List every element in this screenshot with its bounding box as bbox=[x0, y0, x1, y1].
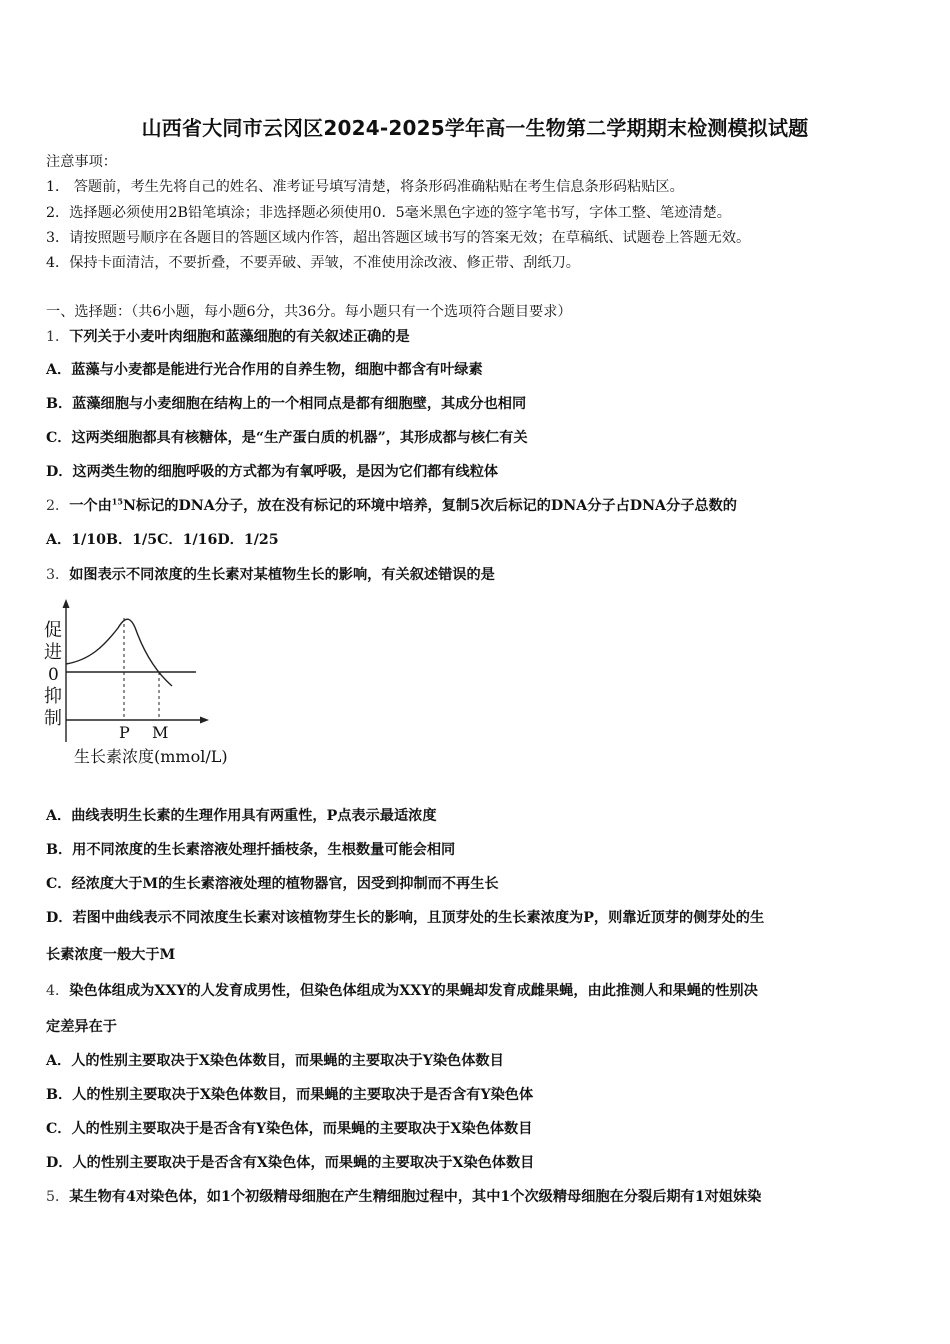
question-4-stem-cont: 定差异在于 bbox=[46, 1019, 117, 1035]
question-number: 4． bbox=[46, 983, 70, 999]
auxin-growth-graph bbox=[40, 596, 240, 772]
question-2-stem bbox=[46, 496, 737, 516]
label-inhibit-2: 制 bbox=[44, 708, 62, 729]
question-1-option-a: A．蓝藻与小麦都是能进行光合作用的自养生物，细胞中都含有叶绿素 bbox=[46, 362, 483, 378]
question-text: 某生物有4对染色体，如1个初级精母细胞在产生精细胞过程中，其中1个次级精母细胞在分裂后期有1对姐妹染 bbox=[69, 1189, 762, 1205]
question-number: 2． bbox=[46, 498, 70, 514]
superscript-15: 15 bbox=[111, 496, 123, 507]
section-heading: 一、选择题：（共6小题，每小题6分，共36分。每小题只有一个选项符合题目要求） bbox=[46, 304, 572, 320]
label-p: P bbox=[119, 723, 130, 742]
question-3-option-a: A．曲线表明生长素的生理作用具有两重性，P点表示最适浓度 bbox=[46, 808, 437, 824]
x-axis-arrow bbox=[200, 717, 209, 724]
question-2-options: A．1/10B．1/5C．1/16D．1/25 bbox=[46, 532, 279, 548]
notice-item-2: 2．选择题必须使用2B铅笔填涂；非选择题必须使用0．5毫米黑色字迹的签字笔书写，字体工整、笔迹清楚。 bbox=[46, 205, 731, 221]
question-3-option-d: D．若图中曲线表示不同浓度生长素对该植物芽生长的影响，且顶芽处的生长素浓度为P，则靠近顶芽的侧芽处的生 bbox=[46, 910, 765, 926]
notice-item-3: 3．请按照题号顺序在各题目的答题区域内作答，超出答题区域书写的答案无效；在草稿纸、试题卷上答题无效。 bbox=[46, 230, 751, 246]
label-zero: 0 bbox=[48, 665, 59, 685]
question-text: 染色体组成为XXY的人发育成男性，但染色体组成为XXY的果蝇却发育成雌果蝇，由此推测人和果蝇的性别决 bbox=[69, 983, 758, 999]
question-1-option-d: D．这两类生物的细胞呼吸的方式都为有氧呼吸，是因为它们都有线粒体 bbox=[46, 464, 499, 480]
question-3-option-c: C．经浓度大于M的生长素溶液处理的植物器官，因受到抑制而不再生长 bbox=[46, 876, 499, 892]
question-4-option-a: A．人的性别主要取决于X染色体数目，而果蝇的主要取决于Y染色体数目 bbox=[46, 1053, 504, 1069]
growth-curve bbox=[66, 619, 172, 686]
question-3-option-b: B．用不同浓度的生长素溶液处理扦插枝条，生根数量可能会相同 bbox=[46, 842, 456, 858]
question-4-stem bbox=[46, 981, 758, 1001]
x-axis-label: 生长素浓度(mmol/L) bbox=[74, 747, 228, 766]
question-4-option-b: B．人的性别主要取决于X染色体数目，而果蝇的主要取决于是否含有Y染色体 bbox=[46, 1087, 534, 1103]
question-text: 下列关于小麦叶肉细胞和蓝藻细胞的有关叙述正确的是 bbox=[69, 329, 410, 345]
question-number: 5． bbox=[46, 1189, 70, 1205]
question-4-option-c: C．人的性别主要取决于是否含有Y染色体，而果蝇的主要取决于X染色体数目 bbox=[46, 1121, 533, 1137]
question-text-post: N标记的DNA分子，放在没有标记的环境中培养，复制5次后标记的DNA分子占DNA分子总数的 bbox=[122, 498, 737, 514]
question-1-option-c: C．这两类细胞都具有核糖体，是“生产蛋白质的机器”，其形成都与核仁有关 bbox=[46, 430, 528, 446]
question-text-pre: 一个由 bbox=[69, 498, 112, 514]
label-promote-2: 进 bbox=[44, 642, 62, 663]
label-m: M bbox=[152, 723, 169, 742]
question-5-stem bbox=[46, 1187, 761, 1207]
label-promote-1: 促 bbox=[44, 620, 62, 641]
question-number: 1． bbox=[46, 329, 70, 345]
question-1-option-b: B．蓝藻细胞与小麦细胞在结构上的一个相同点是都有细胞壁，其成分也相同 bbox=[46, 396, 527, 412]
question-4-option-d: D．人的性别主要取决于是否含有X染色体，而果蝇的主要取决于X染色体数目 bbox=[46, 1155, 535, 1171]
question-text: 如图表示不同浓度的生长素对某植物生长的影响，有关叙述错误的是 bbox=[69, 567, 495, 583]
question-3-stem bbox=[46, 565, 495, 585]
label-inhibit-1: 抑 bbox=[44, 686, 62, 707]
notice-item-4: 4．保持卡面清洁，不要折叠，不要弄破、弄皱，不准使用涂改液、修正带、刮纸刀。 bbox=[46, 255, 580, 271]
question-number: 3． bbox=[46, 567, 70, 583]
notice-heading: 注意事项： bbox=[46, 154, 117, 170]
question-3-option-d-cont: 长素浓度一般大于M bbox=[46, 947, 176, 963]
notice-item-1: 1． 答题前，考生先将自己的姓名、准考证号填写清楚，将条形码准确粘贴在考生信息条形码粘贴区。 bbox=[46, 179, 684, 195]
y-axis-arrow bbox=[63, 599, 70, 608]
question-1-stem bbox=[46, 327, 410, 347]
page-title: 山西省大同市云冈区2024-2025学年高一生物第二学期期末检测模拟试题 bbox=[141, 116, 809, 140]
